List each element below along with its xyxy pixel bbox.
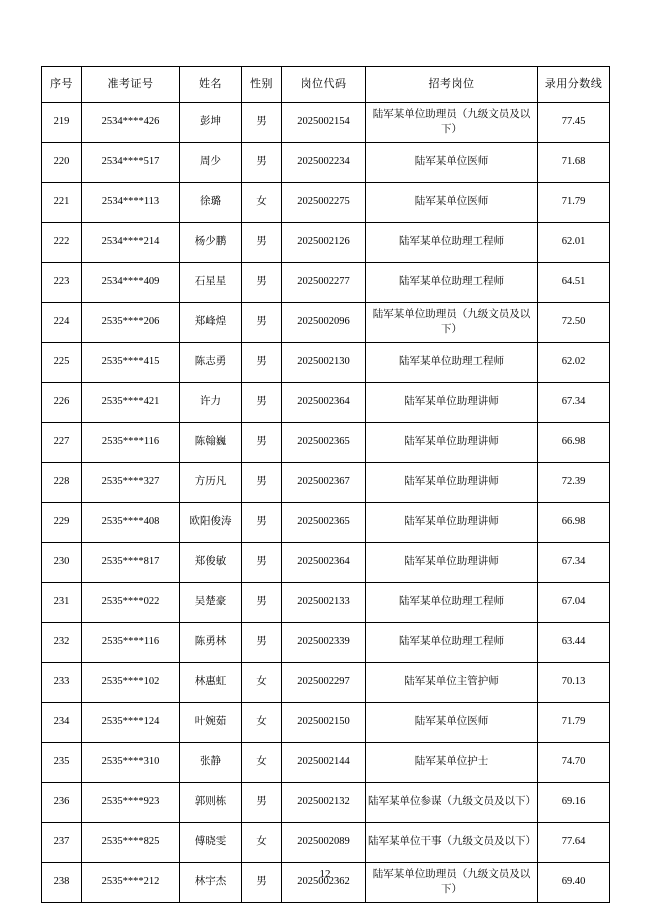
cell-exam-id: 2535****212 [82,863,180,903]
cell-post: 陆军某单位助理工程师 [366,223,538,263]
table-row [42,703,610,743]
cell-exam-id: 2535****415 [82,343,180,383]
cell-post-code: 2025002362 [282,863,366,903]
cell-name: 郑俊敏 [180,543,242,583]
cell-post: 陆军某单位助理讲师 [366,503,538,543]
cell-score-line: 67.04 [538,583,610,623]
cell-score-line: 70.13 [538,663,610,703]
cell-post-code: 2025002297 [282,663,366,703]
table-row [42,783,610,823]
column-header-gender: 性别 [242,67,282,103]
cell-post: 陆军某单位助理工程师 [366,343,538,383]
cell-gender: 男 [242,383,282,423]
cell-seq: 219 [42,103,82,143]
cell-post-code: 2025002126 [282,223,366,263]
table-row [42,823,610,863]
cell-exam-id: 2535****206 [82,303,180,343]
cell-post: 陆军某单位助理讲师 [366,543,538,583]
cell-post: 陆军某单位助理工程师 [366,583,538,623]
cell-name: 许力 [180,383,242,423]
cell-score-line: 64.51 [538,263,610,303]
table-row [42,303,610,343]
cell-post-code: 2025002364 [282,383,366,423]
table-row [42,583,610,623]
cell-score-line: 67.34 [538,543,610,583]
cell-post-code: 2025002275 [282,183,366,223]
cell-post-code: 2025002364 [282,543,366,583]
cell-exam-id: 2534****113 [82,183,180,223]
table-row [42,623,610,663]
cell-post: 陆军某单位医师 [366,183,538,223]
table-row [42,743,610,783]
cell-score-line: 71.79 [538,183,610,223]
cell-score-line: 62.01 [538,223,610,263]
table-row [42,543,610,583]
cell-post-code: 2025002234 [282,143,366,183]
cell-post-code: 2025002130 [282,343,366,383]
cell-name: 石星星 [180,263,242,303]
cell-seq: 229 [42,503,82,543]
cell-name: 杨少鹏 [180,223,242,263]
cell-gender: 男 [242,343,282,383]
cell-gender: 女 [242,183,282,223]
cell-score-line: 69.40 [538,863,610,903]
cell-post-code: 2025002367 [282,463,366,503]
recruitment-results-table-wrapper [41,66,609,903]
cell-post-code: 2025002150 [282,703,366,743]
cell-score-line: 63.44 [538,623,610,663]
cell-name: 徐璐 [180,183,242,223]
cell-post: 陆军某单位主管护师 [366,663,538,703]
table-row [42,143,610,183]
cell-exam-id: 2534****409 [82,263,180,303]
cell-score-line: 71.68 [538,143,610,183]
table-row [42,343,610,383]
cell-post-code: 2025002277 [282,263,366,303]
column-header-post-code: 岗位代码 [282,67,366,103]
cell-score-line: 77.64 [538,823,610,863]
cell-name: 张静 [180,743,242,783]
cell-exam-id: 2535****310 [82,743,180,783]
column-header-name: 姓名 [180,67,242,103]
cell-name: 郭则栋 [180,783,242,823]
cell-exam-id: 2535****817 [82,543,180,583]
cell-exam-id: 2534****517 [82,143,180,183]
cell-post-code: 2025002096 [282,303,366,343]
cell-seq: 230 [42,543,82,583]
cell-post-code: 2025002144 [282,743,366,783]
page-number: 12 [319,868,331,880]
cell-gender: 女 [242,823,282,863]
cell-post: 陆军某单位助理讲师 [366,423,538,463]
table-row [42,663,610,703]
cell-exam-id: 2535****923 [82,783,180,823]
cell-gender: 女 [242,663,282,703]
cell-exam-id: 2534****214 [82,223,180,263]
cell-exam-id: 2535****408 [82,503,180,543]
cell-gender: 女 [242,743,282,783]
cell-gender: 男 [242,223,282,263]
cell-score-line: 62.02 [538,343,610,383]
cell-seq: 220 [42,143,82,183]
cell-seq: 225 [42,343,82,383]
cell-post-code: 2025002133 [282,583,366,623]
cell-exam-id: 2535****102 [82,663,180,703]
cell-name: 方历凡 [180,463,242,503]
column-header-score-line: 录用分数线 [538,67,610,103]
cell-name: 吴楚豪 [180,583,242,623]
cell-post: 陆军某单位助理工程师 [366,623,538,663]
cell-seq: 224 [42,303,82,343]
table-row [42,463,610,503]
cell-name: 郑峰煌 [180,303,242,343]
cell-exam-id: 2535****421 [82,383,180,423]
cell-post-code: 2025002339 [282,623,366,663]
cell-score-line: 71.79 [538,703,610,743]
cell-name: 陈翰巍 [180,423,242,463]
cell-post: 陆军某单位助理员（九级文员及以下） [366,303,538,343]
cell-score-line: 74.70 [538,743,610,783]
cell-exam-id: 2535****825 [82,823,180,863]
cell-post: 陆军某单位助理员（九级文员及以下） [366,863,538,903]
cell-name: 林宇杰 [180,863,242,903]
cell-name: 彭坤 [180,103,242,143]
column-header-post: 招考岗位 [366,67,538,103]
table-body [42,103,610,903]
cell-post: 陆军某单位助理讲师 [366,463,538,503]
cell-exam-id: 2535****124 [82,703,180,743]
cell-exam-id: 2535****116 [82,623,180,663]
cell-post: 陆军某单位参谋（九级文员及以下） [366,783,538,823]
cell-post-code: 2025002365 [282,423,366,463]
cell-score-line: 67.34 [538,383,610,423]
table-header-row [42,67,610,103]
cell-seq: 227 [42,423,82,463]
cell-gender: 男 [242,583,282,623]
cell-seq: 235 [42,743,82,783]
cell-name: 叶婉茹 [180,703,242,743]
cell-seq: 234 [42,703,82,743]
column-header-exam-id: 准考证号 [82,67,180,103]
cell-gender: 男 [242,623,282,663]
cell-name: 陈勇林 [180,623,242,663]
cell-gender: 男 [242,503,282,543]
cell-name: 陈志勇 [180,343,242,383]
column-header-seq: 序号 [42,67,82,103]
table-row [42,423,610,463]
cell-name: 林惠虹 [180,663,242,703]
cell-post-code: 2025002365 [282,503,366,543]
cell-gender: 男 [242,783,282,823]
cell-post: 陆军某单位干事（九级文员及以下） [366,823,538,863]
table-row [42,383,610,423]
cell-seq: 238 [42,863,82,903]
table-row [42,263,610,303]
cell-post-code: 2025002132 [282,783,366,823]
cell-seq: 221 [42,183,82,223]
cell-gender: 男 [242,423,282,463]
cell-score-line: 66.98 [538,423,610,463]
cell-gender: 男 [242,543,282,583]
cell-exam-id: 2535****022 [82,583,180,623]
cell-seq: 222 [42,223,82,263]
cell-seq: 226 [42,383,82,423]
cell-seq: 231 [42,583,82,623]
cell-seq: 223 [42,263,82,303]
cell-post: 陆军某单位助理讲师 [366,383,538,423]
cell-seq: 228 [42,463,82,503]
cell-exam-id: 2535****116 [82,423,180,463]
cell-name: 周少 [180,143,242,183]
cell-gender: 男 [242,103,282,143]
cell-post: 陆军某单位医师 [366,703,538,743]
cell-gender: 男 [242,863,282,903]
cell-post-code: 2025002154 [282,103,366,143]
cell-name: 欧阳俊涛 [180,503,242,543]
cell-seq: 237 [42,823,82,863]
cell-gender: 男 [242,143,282,183]
table-row [42,223,610,263]
cell-seq: 232 [42,623,82,663]
table-row [42,103,610,143]
cell-seq: 233 [42,663,82,703]
cell-post: 陆军某单位护士 [366,743,538,783]
recruitment-results-table [41,66,610,903]
cell-gender: 男 [242,463,282,503]
cell-post-code: 2025002089 [282,823,366,863]
cell-score-line: 72.39 [538,463,610,503]
table-row [42,503,610,543]
cell-gender: 男 [242,303,282,343]
cell-name: 傅晓雯 [180,823,242,863]
cell-seq: 236 [42,783,82,823]
cell-post: 陆军某单位助理工程师 [366,263,538,303]
cell-gender: 男 [242,263,282,303]
cell-score-line: 66.98 [538,503,610,543]
table-row [42,183,610,223]
table-header [42,67,610,103]
cell-post: 陆军某单位医师 [366,143,538,183]
cell-post: 陆军某单位助理员（九级文员及以下） [366,103,538,143]
cell-exam-id: 2534****426 [82,103,180,143]
cell-gender: 女 [242,703,282,743]
cell-score-line: 77.45 [538,103,610,143]
cell-score-line: 72.50 [538,303,610,343]
cell-exam-id: 2535****327 [82,463,180,503]
cell-score-line: 69.16 [538,783,610,823]
